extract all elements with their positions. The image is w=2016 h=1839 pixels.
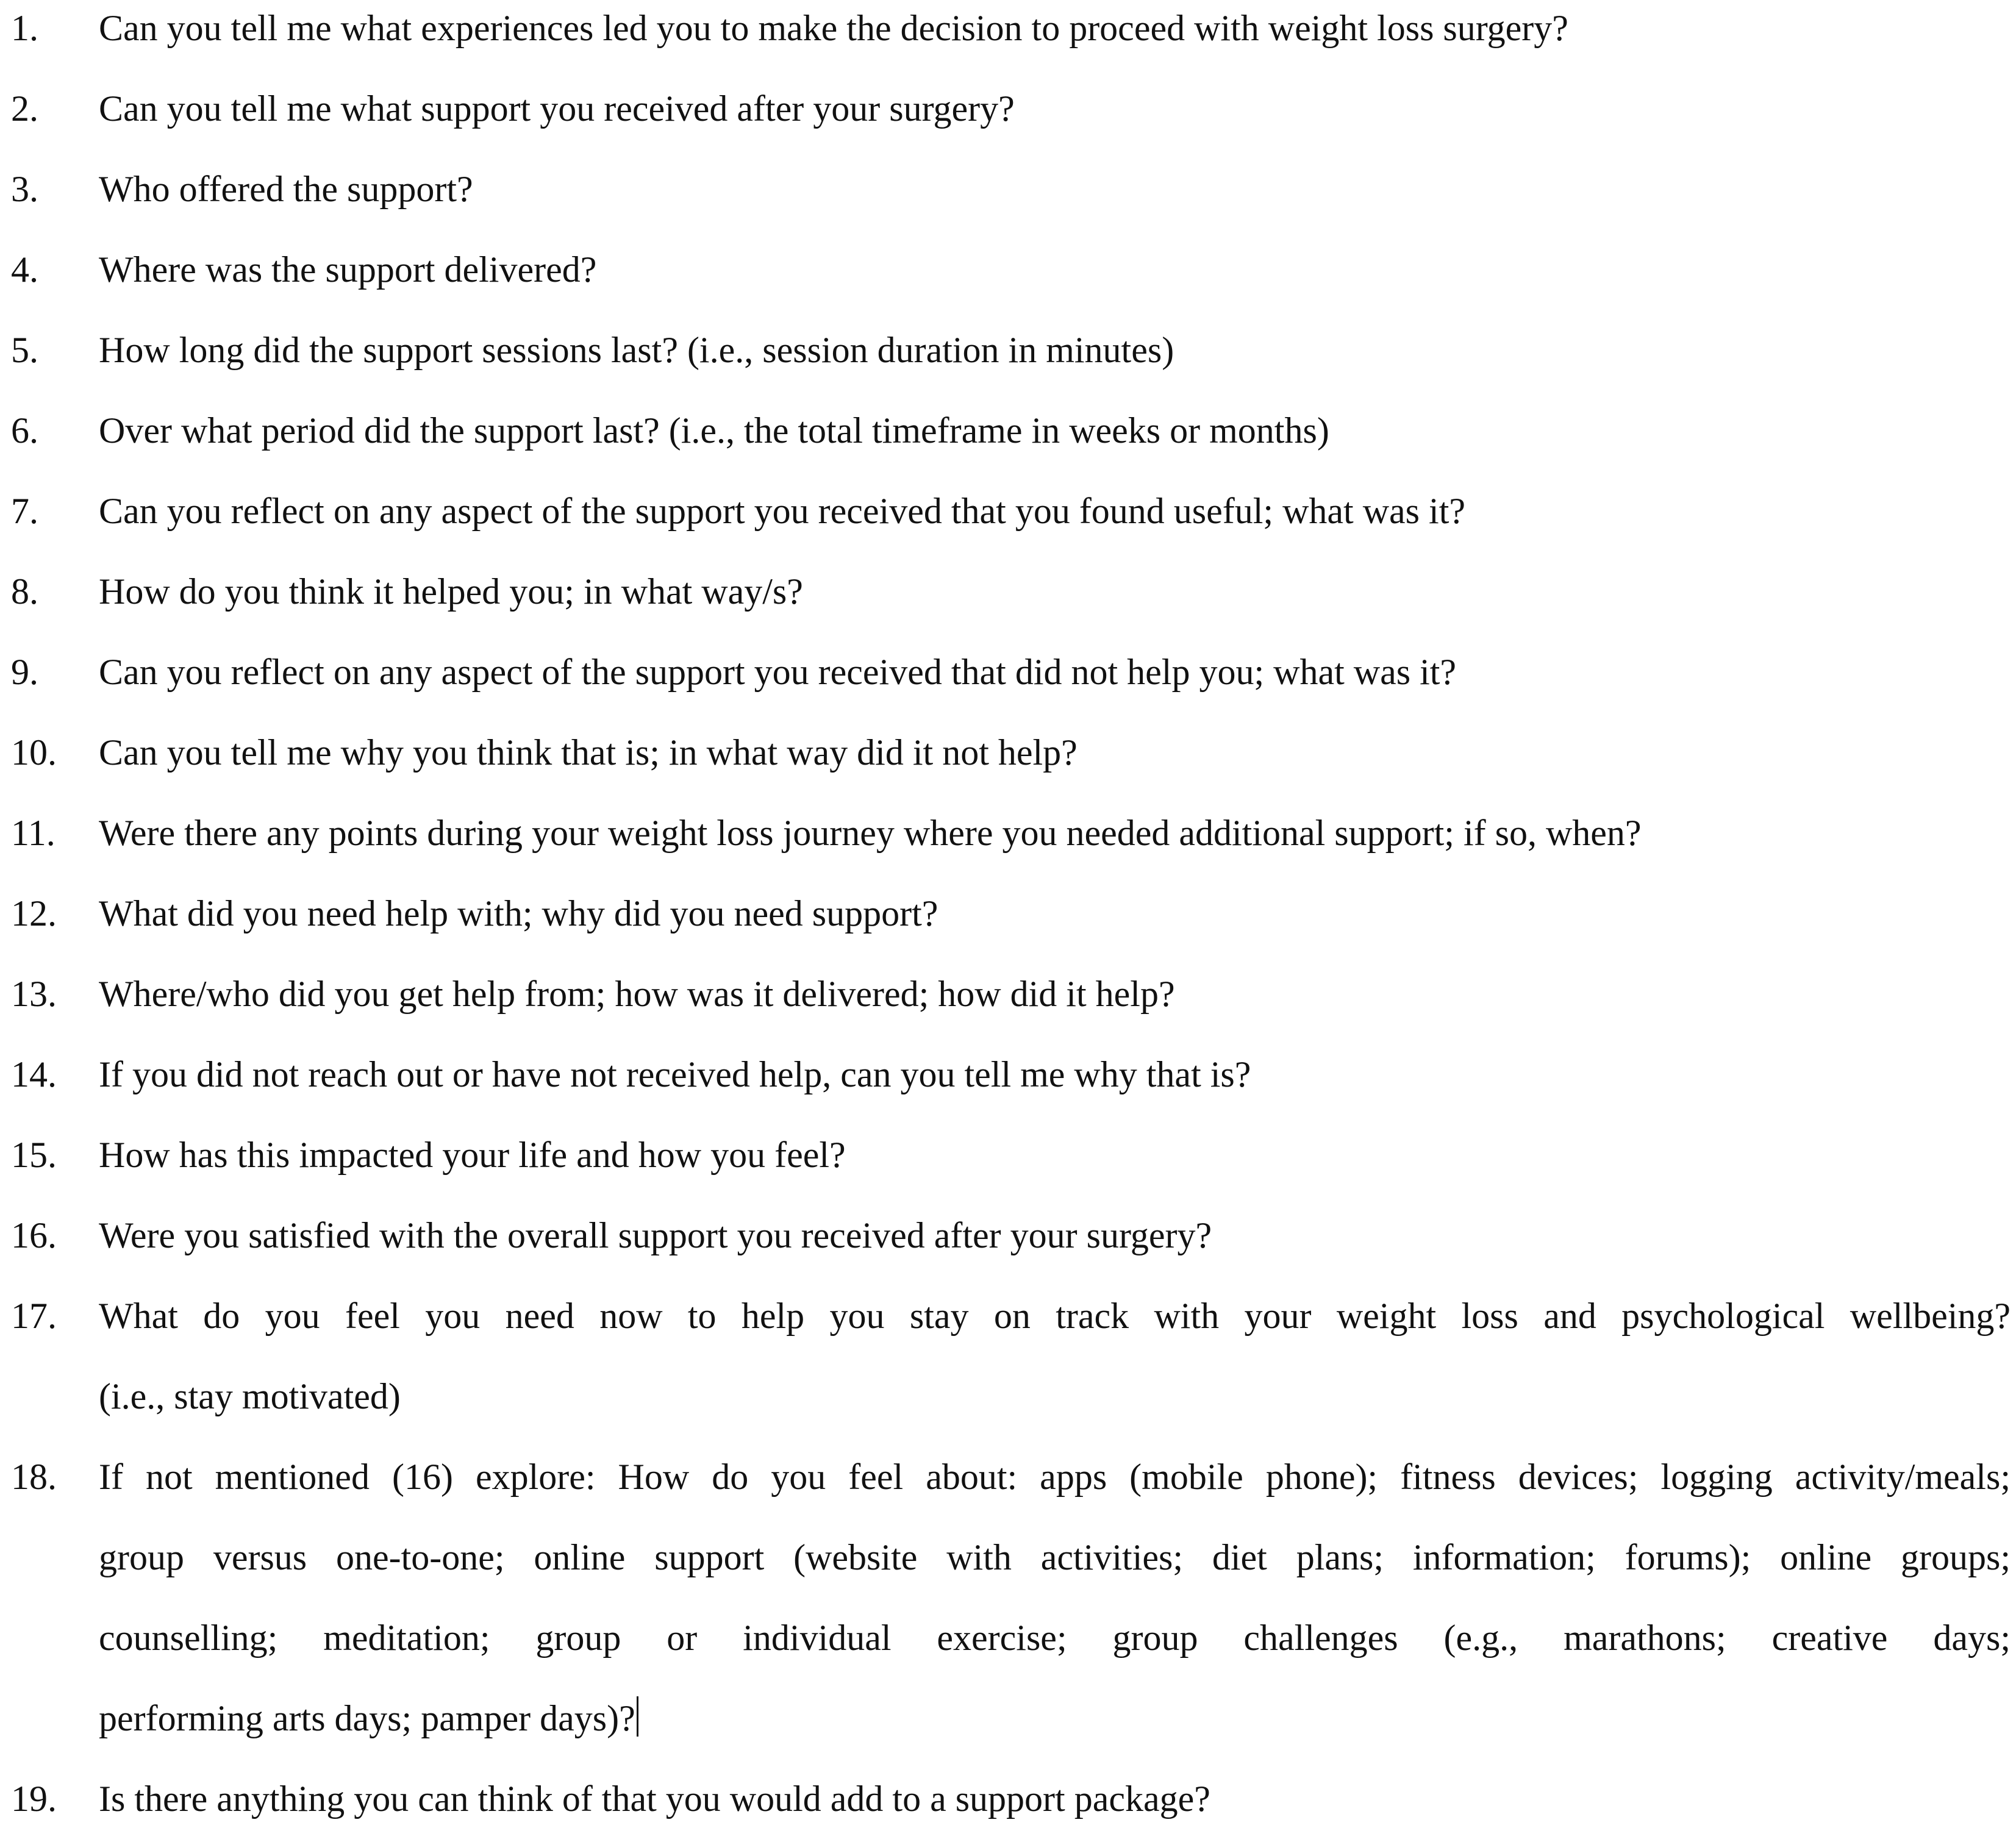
question-number: 14. [11, 1054, 57, 1094]
question-text: Can you reflect on any aspect of the support you received that you found useful; what was it? [99, 491, 1466, 531]
question-number: 3. [11, 169, 38, 209]
question-text: If you did not reach out or have not received help, can you tell me why that is? [99, 1054, 1251, 1094]
question-text: What do you feel you need now to help you stay on track with your weight loss and psychological wellbeing? [99, 1296, 2011, 1336]
question-number: 5. [11, 330, 38, 370]
question-number: 10. [11, 732, 57, 773]
question-text: Over what period did the support last? (i.e., the total timeframe in weeks or months) [99, 410, 1329, 451]
question-number: 18. [11, 1457, 57, 1497]
question-text: Can you tell me why you think that is; in what way did it not help? [99, 732, 1078, 773]
question-text: What did you need help with; why did you need support? [99, 893, 938, 934]
question-text: Were you satisfied with the overall support you received after your surgery? [99, 1215, 1212, 1255]
question-text-last-line[interactable] [99, 1678, 638, 1759]
question-text: Is there anything you can think of that you would add to a support package? [99, 1779, 1210, 1819]
question-number: 2. [11, 88, 38, 129]
question-number: 19. [11, 1779, 57, 1819]
question-number: 7. [11, 491, 38, 531]
question-text: How do you think it helped you; in what way/s? [99, 571, 803, 612]
question-text-continued: performing arts days; pamper days)? [99, 1698, 635, 1738]
question-number: 11. [11, 813, 55, 853]
question-number: 12. [11, 893, 57, 934]
question-text: How has this impacted your life and how you feel? [99, 1135, 846, 1175]
question-text: Who offered the support? [99, 169, 473, 209]
question-number: 15. [11, 1135, 57, 1175]
question-number: 1. [11, 8, 38, 48]
question-number: 16. [11, 1215, 57, 1255]
question-number: 17. [11, 1296, 57, 1336]
question-text: How long did the support sessions last? (i.e., session duration in minutes) [99, 330, 1174, 370]
text-cursor [637, 1696, 638, 1737]
question-text-continued: counselling; meditation; group or individual exercise; group challenges (e.g., marathons; creative days; [99, 1618, 2011, 1658]
question-text: Where was the support delivered? [99, 249, 597, 290]
question-number: 6. [11, 410, 38, 451]
question-text: Where/who did you get help from; how was it delivered; how did it help? [99, 974, 1175, 1014]
question-number: 4. [11, 249, 38, 290]
question-text-continued: (i.e., stay motivated) [99, 1376, 401, 1416]
question-number: 9. [11, 652, 38, 692]
question-text: Can you reflect on any aspect of the support you received that did not help you; what was it? [99, 652, 1457, 692]
question-number: 8. [11, 571, 38, 612]
question-text: If not mentioned (16) explore: How do you feel about: apps (mobile phone); fitness devices; logging activity/meals; [99, 1457, 2011, 1497]
question-text: Were there any points during your weight loss journey where you needed additional support; if so, when? [99, 813, 1642, 853]
question-text: Can you tell me what support you received after your surgery? [99, 88, 1015, 129]
question-number: 13. [11, 974, 57, 1014]
question-text: Can you tell me what experiences led you to make the decision to proceed with weight loss surgery? [99, 8, 1568, 48]
question-text-continued: group versus one-to-one; online support (website with activities; diet plans; information; forums); online groups; [99, 1537, 2011, 1577]
